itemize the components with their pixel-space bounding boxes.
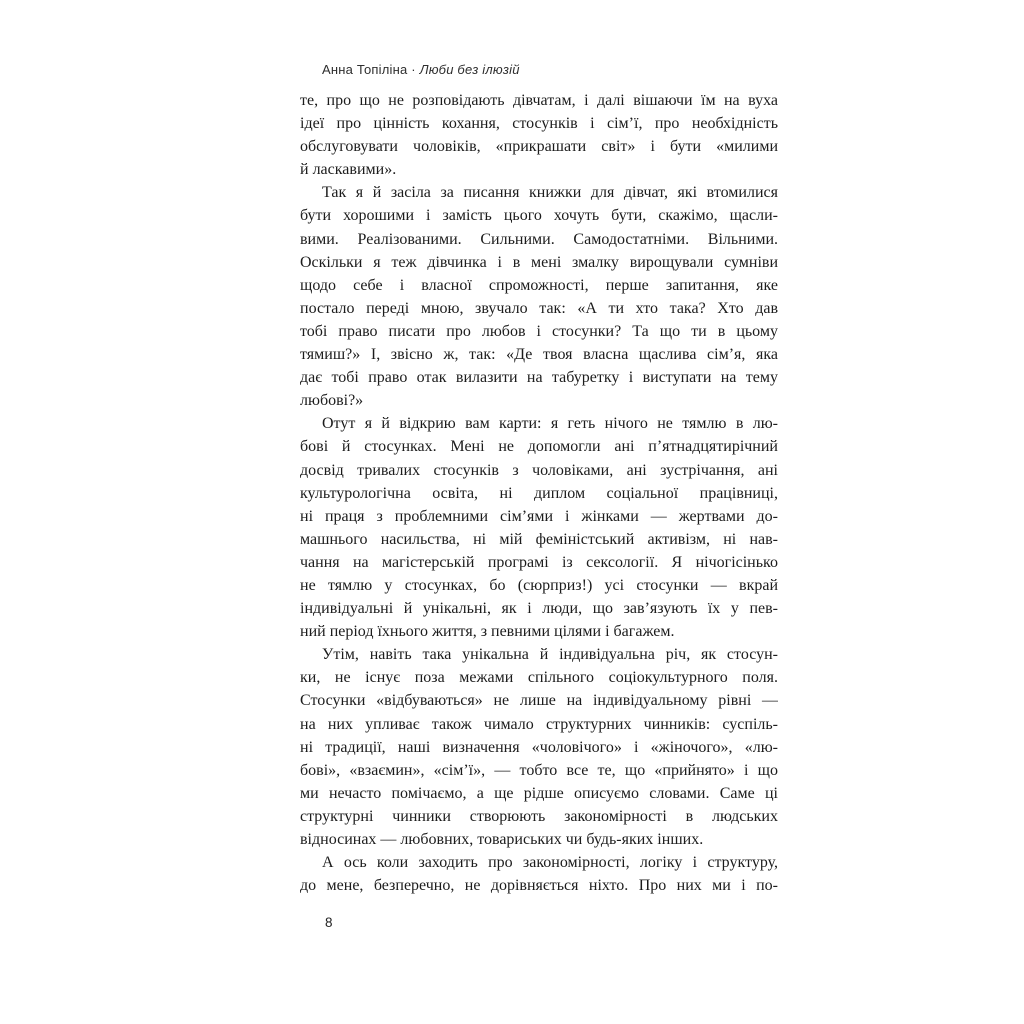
text-line: бові й стосунках. Мені не допомогли ані п’ятнадцятирічний — [300, 438, 778, 456]
text-line: ідеї про цінність кохання, стосунків і сім’ї, про необхідність — [300, 115, 778, 133]
text-line: бові», «взаємин», «сім’ї», — тобто все те, що «прийнято» і що — [300, 761, 778, 779]
text-line: Утім, навіть така унікальна й індивідуальна річ, як стосун- — [322, 646, 778, 664]
text-line: обслуговувати чоловіків, «прикрашати світ» і бути «милими — [300, 138, 778, 156]
text-line: до мене, безперечно, не дорівняється ніхто. Про них ми і по- — [300, 877, 778, 895]
header-separator: · — [407, 62, 420, 77]
text-line: ки, не існує поза межами спільного соціокультурного поля. — [300, 669, 778, 687]
text-line: А ось коли заходить про закономірності, логіку і структуру, — [322, 854, 778, 872]
text-line: те, про що не розповідають дівчатам, і далі вішаючи їм на вуха — [300, 92, 778, 109]
text-line: постало переді мною, звучало так: «А ти хто така? Хто дав — [300, 299, 778, 317]
text-line: Оскільки я теж дівчинка і в мені змалку вирощували сумніви — [300, 253, 778, 271]
header-author: Анна Топіліна — [322, 62, 408, 77]
text-line: індивідуальні й унікальні, як і люди, що зав’язують їх у пев- — [300, 600, 778, 618]
text-line: ми нечасто помічаємо, а ще рідше описуємо словами. Саме ці — [300, 784, 778, 802]
text-line: вими. Реалізованими. Сильними. Самодостатніми. Вільними. — [300, 230, 778, 248]
text-line: дає тобі право отак вилазити на табуретку і виступати на тему — [300, 369, 778, 387]
text-line: ний період їхнього життя, з певними цілями і багажем. — [300, 623, 675, 641]
text-line: Отут я й відкрию вам карти: я геть нічого не тямлю в лю- — [322, 415, 778, 433]
text-line: Стосунки «відбуваються» не лише на індивідуальному рівні — — [300, 692, 778, 710]
text-line: на них упливає також чимало структурних чинників: суспіль- — [300, 715, 778, 733]
text-block — [300, 89, 778, 897]
text-line: не тямлю у стосунках, бо (сюрприз!) усі стосунки — вкрай — [300, 576, 778, 594]
text-line: щодо себе і власної спроможності, перше запитання, яке — [300, 276, 778, 294]
header-book-title: Люби без ілюзій — [419, 62, 520, 77]
text-line: чання на магістерській програмі із сексології. Я нічогісінько — [300, 553, 778, 571]
text-line: ні традиції, наші визначення «чоловічого» і «жіночого», «лю- — [300, 738, 778, 756]
text-line: структурні чинники створюють закономірності в людських — [300, 807, 778, 825]
text-line: тобі право писати про любов і стосунки? Та що ти в цьому — [300, 322, 778, 340]
text-line: культурологічна освіта, ні диплом соціальної працівниці, — [300, 484, 778, 502]
text-line: Так я й засіла за писання книжки для дівчат, які втомилися — [322, 184, 778, 202]
text-line: машнього насильства, ні мій феміністський активізм, ні нав- — [300, 530, 778, 548]
text-line: бути хорошими і замість цього хочуть бути, скажімо, щасли- — [300, 207, 778, 225]
text-line: досвід тривалих стосунків з чоловіками, ані зустрічання, ані — [300, 461, 778, 479]
running-header — [322, 62, 520, 78]
text-line: тямиш?» І, звісно ж, так: «Де твоя власна щаслива сім’я, яка — [300, 346, 778, 364]
text-line: відносинах — любовних, товариських чи будь-яких інших. — [300, 831, 704, 848]
text-line: ні праця з проблемними сім’ями і жінками — жертвами до- — [300, 507, 778, 525]
text-line: й ласкавими». — [300, 161, 397, 179]
page-number: 8 — [325, 915, 333, 930]
text-line: любові?» — [300, 392, 364, 410]
